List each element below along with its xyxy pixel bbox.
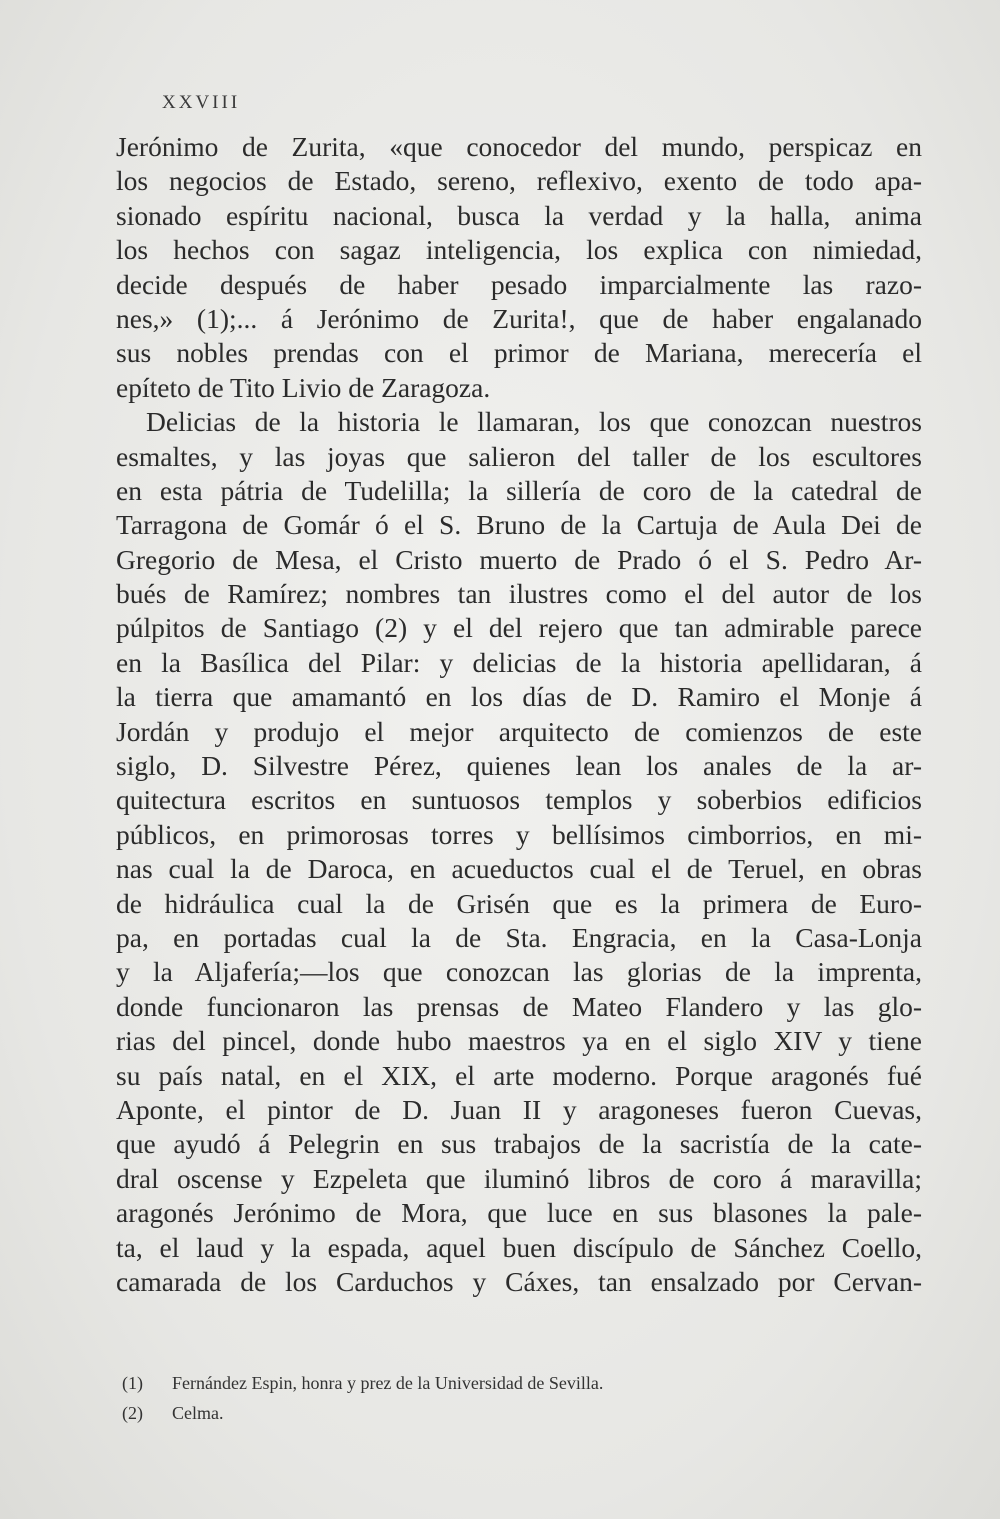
text-line-19: siglo, D. Silvestre Pérez, quienes lean los anales de la ar- (116, 750, 922, 782)
text-line-2: los negocios de Estado, sereno, reflexivo, exento de todo apa- (116, 165, 922, 197)
text-line-20: quitectura escritos en suntuosos templos y soberbios edificios (116, 784, 922, 816)
text-line-10: esmaltes, y las joyas que salieron del taller de los escultores (116, 440, 922, 472)
text-line-34: camarada de los Carduchos y Cáxes, tan ensalzado por Cervan- (116, 1265, 922, 1297)
text-line-9: Delicias de la historia le llamaran, los que conozcan nuestros (146, 406, 922, 438)
text-line-32: aragonés Jerónimo de Mora, que luce en sus blasones la pale- (116, 1197, 922, 1229)
text-line-17: la tierra que amamantó en los días de D. Ramiro el Monje á (116, 681, 922, 713)
text-line-4: los hechos con sagaz inteligencia, los explica con nimiedad, (116, 234, 922, 266)
text-line-21: públicos, en primorosas torres y bellísimos cimborrios, en mi- (116, 818, 922, 850)
text-line-29: Aponte, el pintor de D. Juan II y aragoneses fueron Cuevas, (116, 1093, 922, 1125)
text-line-26: donde funcionaron las prensas de Mateo Flandero y las glo- (116, 990, 922, 1022)
text-line-14: bués de Ramírez; nombres tan ilustres como el del autor de los (116, 578, 922, 610)
text-line-30: que ayudó á Pelegrin en sus trabajos de la sacristía de la cate- (116, 1128, 922, 1160)
text-line-16: en la Basílica del Pilar: y delicias de la historia apellidaran, á (116, 646, 922, 678)
footnote-2 (122, 1398, 922, 1428)
text-line-33: ta, el laud y la espada, aquel buen discípulo de Sánchez Coello, (116, 1231, 922, 1263)
text-line-31: dral oscense y Ezpeleta que iluminó libros de coro á maravilla; (116, 1162, 922, 1194)
footnote-number: (1) (122, 1373, 143, 1393)
text-line-25: y la Aljafería;—los que conozcan las glorias de la imprenta, (116, 956, 922, 988)
footnote-text: Fernández Espin, honra y prez de la Universidad de Sevilla. (172, 1373, 604, 1393)
text-line-28: su país natal, en el XIX, el arte moderno. Porque aragonés fué (116, 1059, 922, 1091)
footnote-1 (122, 1368, 922, 1398)
text-line-27: rias del pincel, donde hubo maestros ya en el siglo XIV y tiene (116, 1025, 922, 1057)
text-line-3: sionado espíritu nacional, busca la verdad y la halla, anima (116, 199, 922, 231)
text-line-12: Tarragona de Gomár ó el S. Bruno de la Cartuja de Aula Dei de (116, 509, 922, 541)
text-line-5: decide después de haber pesado imparcialmente las razo- (116, 268, 922, 300)
text-line-7: sus nobles prendas con el primor de Mariana, merecería el (116, 337, 922, 369)
text-line-22: nas cual la de Daroca, en acueductos cual el de Teruel, en obras (116, 853, 922, 885)
text-line-11: en esta pátria de Tudelilla; la sillería de coro de la catedral de (116, 474, 922, 506)
text-line-13: Gregorio de Mesa, el Cristo muerto de Prado ó el S. Pedro Ar- (116, 543, 922, 575)
text-line-8: epíteto de Tito Livio de Zaragoza. (116, 371, 491, 403)
footnotes (122, 1368, 922, 1428)
main-text (116, 130, 922, 1299)
footnote-number: (2) (122, 1403, 143, 1423)
text-line-1: Jerónimo de Zurita, «que conocedor del mundo, perspicaz en (116, 131, 922, 162)
text-line-15: púlpitos de Santiago (2) y el del rejero que tan admirable parece (116, 612, 922, 644)
text-line-6: nes,» (1);... á Jerónimo de Zurita!, que de haber engalanado (116, 302, 922, 334)
footnote-text: Celma. (172, 1403, 224, 1423)
text-line-18: Jordán y produjo el mejor arquitecto de comienzos de este (116, 715, 922, 747)
page-folio: XXVIII (162, 92, 241, 113)
text-line-24: pa, en portadas cual la de Sta. Engracia, en la Casa-Lonja (116, 921, 922, 953)
text-line-23: de hidráulica cual la de Grisén que es la primera de Euro- (116, 887, 922, 919)
